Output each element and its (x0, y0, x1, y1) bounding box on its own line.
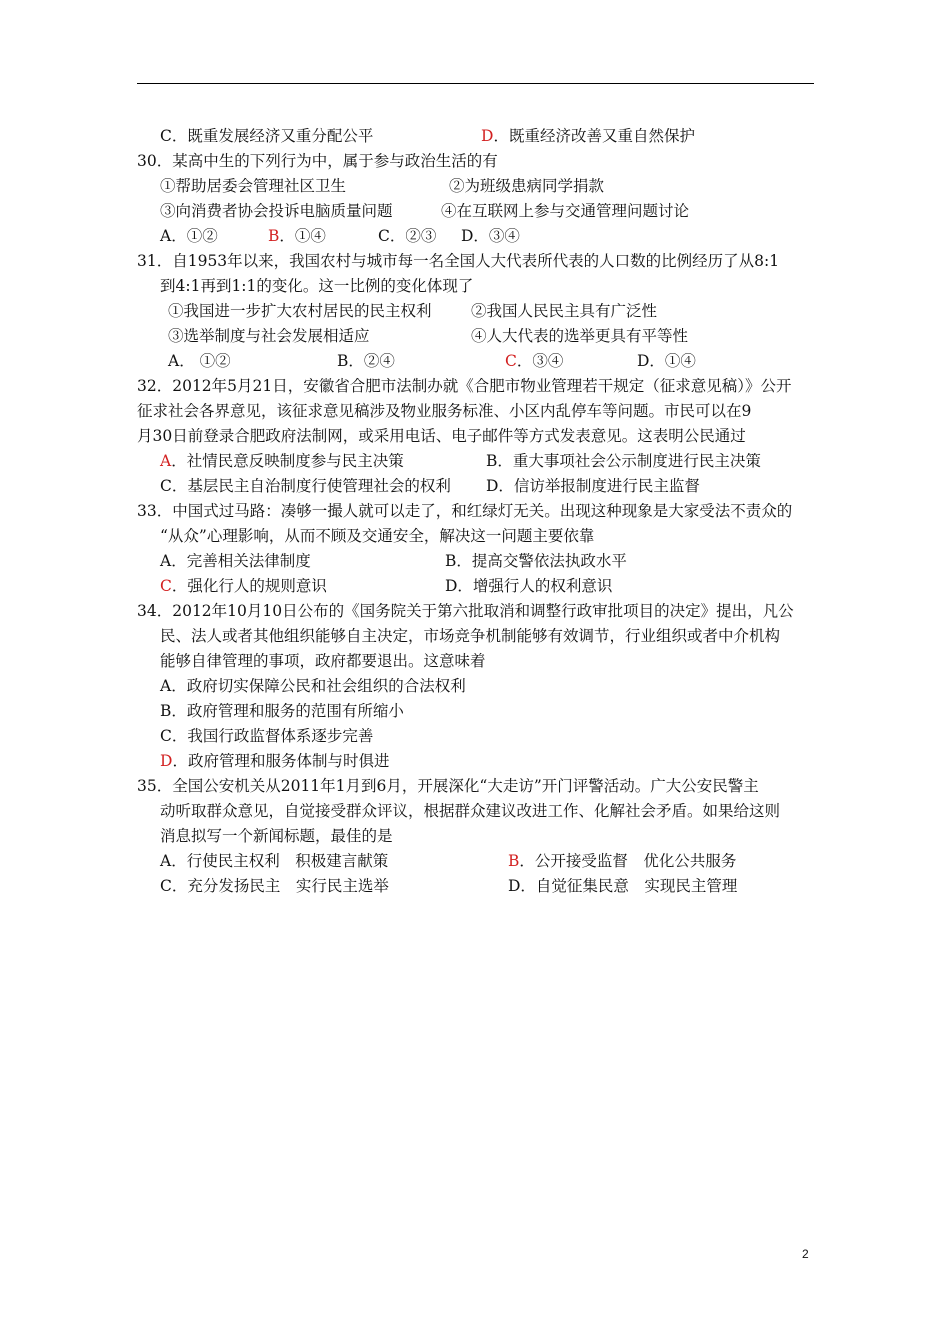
q35-option-a: A．行使民主权利 积极建言献策 (160, 852, 389, 870)
q30-item-2: ②为班级患病同学捐款 (449, 177, 605, 195)
q35-option-d: D．自觉征集民意 实现民主管理 (508, 877, 738, 895)
q32-option-b: B．重大事项社会公示制度进行民主决策 (486, 452, 761, 470)
answer-letter: B (508, 852, 520, 870)
q30-stem: 30．某高中生的下列行为中，属于参与政治生活的有 (137, 152, 498, 170)
q35-option-b: B．公开接受监督 优化公共服务 (508, 852, 737, 870)
q33-option-a: A．完善相关法律制度 (160, 552, 311, 570)
q30-item-3: ③向消费者协会投诉电脑质量问题 (160, 202, 393, 220)
q31-item-1: ①我国进一步扩大农村居民的民主权利 (168, 302, 432, 320)
answer-letter: C (160, 577, 172, 595)
q30-option-c: C．②③ (378, 227, 437, 245)
answer-letter: D (160, 752, 173, 770)
q31-item-4: ④人大代表的选举更具有平等性 (471, 327, 689, 345)
q35-stem-line-2: 动听取群众意见，自觉接受群众评议，根据群众建议改进工作、化解社会矛盾。如果给这则 (160, 802, 781, 820)
q31-stem-line-2: 到4:1再到1:1的变化。这一比例的变化体现了 (160, 277, 474, 295)
q32-option-d: D．信访举报制度进行民主监督 (486, 477, 700, 495)
q29-option-c: C．既重发展经济又重分配公平 (160, 127, 374, 145)
q30-option-d: D．③④ (461, 227, 520, 245)
q35-option-c: C．充分发扬民主 实行民主选举 (160, 877, 389, 895)
q32-option-a: A．社情民意反映制度参与民主决策 (160, 452, 404, 470)
q34-option-a: A．政府切实保障公民和社会组织的合法权利 (160, 677, 466, 695)
q31-item-3: ③选举制度与社会发展相适应 (168, 327, 370, 345)
q32-stem-line-3: 月30日前登录合肥政府法制网，或采用电话、电子邮件等方式发表意见。这表明公民通过 (137, 427, 746, 445)
q32-stem-line-2: 征求社会各界意见，该征求意见稿涉及物业服务标准、小区内乱停车等问题。市民可以在9 (137, 402, 752, 420)
q32-option-c: C．基层民主自治制度行使管理社会的权利 (160, 477, 451, 495)
q31-option-c: C．③④ (505, 352, 564, 370)
q31-option-d: D．①④ (637, 352, 696, 370)
q31-item-2: ②我国人民民主具有广泛性 (471, 302, 658, 320)
q30-item-1: ①帮助居委会管理社区卫生 (160, 177, 347, 195)
q34-stem-line-1: 34．2012年10月10日公布的《国务院关于第六批取消和调整行政审批项目的决定》提出，凡公 (137, 602, 794, 620)
q33-option-b: B．提高交警依法执政水平 (445, 552, 627, 570)
answer-letter: D (481, 127, 494, 145)
q30-option-b: B．①④ (268, 227, 326, 245)
q29-option-d: D．既重经济改善又重自然保护 (481, 127, 695, 145)
q34-option-c: C．我国行政监督体系逐步完善 (160, 727, 374, 745)
q34-stem-line-3: 能够自律管理的事项，政府都要退出。这意味着 (160, 652, 486, 670)
q33-stem-line-1: 33．中国式过马路：凑够一撮人就可以走了，和红绿灯无关。出现这种现象是大家受法不责众的 (137, 502, 793, 520)
q35-stem-line-1: 35．全国公安机关从2011年1月到6月，开展深化“大走访”开门评警活动。广大公安民警主 (137, 777, 759, 795)
page-number: 2 (802, 1247, 809, 1261)
q33-option-d: D．增强行人的权利意识 (445, 577, 613, 595)
q34-stem-line-2: 民、法人或者其他组织能够自主决定，市场竞争机制能够有效调节，行业组织或者中介机构 (160, 627, 781, 645)
answer-letter: C (505, 352, 517, 370)
q35-stem-line-3: 消息拟写一个新闻标题，最佳的是 (160, 827, 393, 845)
q31-option-a: A． ①② (168, 352, 231, 370)
q31-option-b: B．②④ (337, 352, 395, 370)
q34-option-b: B．政府管理和服务的范围有所缩小 (160, 702, 404, 720)
q34-option-d: D．政府管理和服务体制与时俱进 (160, 752, 390, 770)
q32-stem-line-1: 32．2012年5月21日，安徽省合肥市法制办就《合肥市物业管理若干规定（征求意见稿）》公开 (137, 377, 792, 395)
q30-option-a: A．①② (160, 227, 218, 245)
q31-stem-line-1: 31．自1953年以来，我国农村与城市每一名全国人大代表所代表的人口数的比例经历了从8:1 (137, 252, 780, 270)
answer-letter: A (160, 452, 172, 470)
q30-item-4: ④在互联网上参与交通管理问题讨论 (441, 202, 690, 220)
q33-option-c: C．强化行人的规则意识 (160, 577, 327, 595)
header-rule (137, 83, 814, 84)
q33-stem-line-2: “从众”心理影响，从而不顾及交通安全，解决这一问题主要依靠 (160, 527, 595, 545)
answer-letter: B (268, 227, 280, 245)
